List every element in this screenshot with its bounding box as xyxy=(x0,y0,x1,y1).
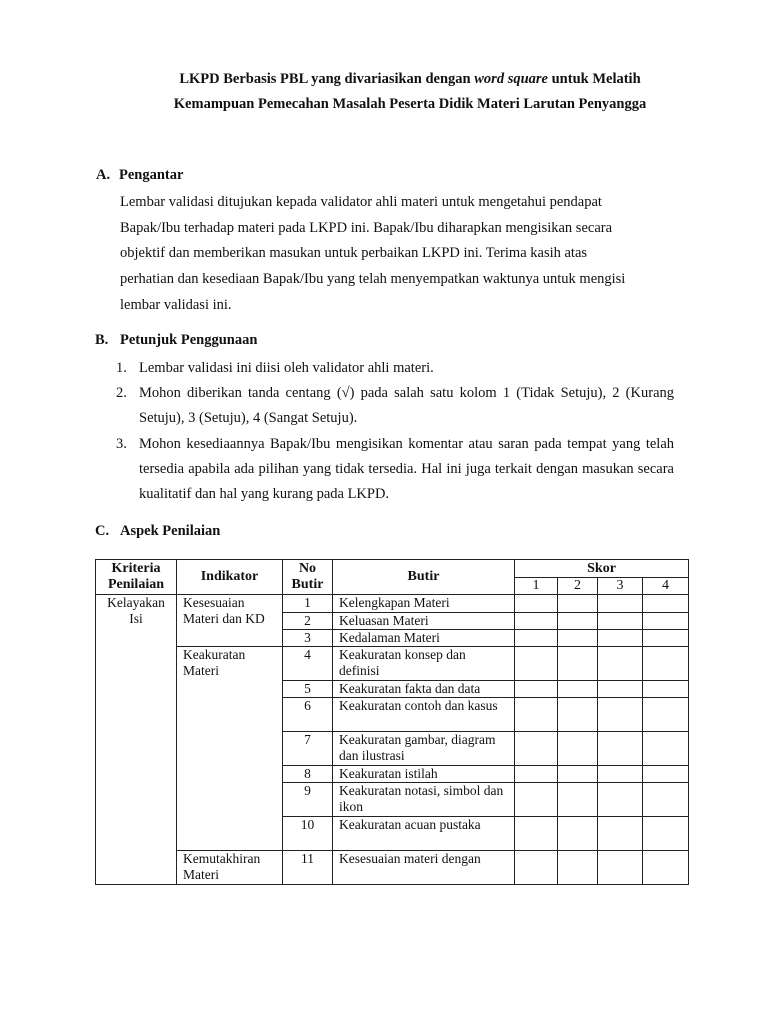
score-cell[interactable] xyxy=(558,851,598,885)
cell-indikator: Kemutakhiran Materi xyxy=(177,851,283,885)
title-text-italic: word square xyxy=(474,71,548,87)
score-cell[interactable] xyxy=(643,698,689,732)
score-cell[interactable] xyxy=(515,595,558,613)
cell-no: 1 xyxy=(283,595,333,613)
paragraph-line: Lembar validasi ditujukan kepada validator ahli materi untuk mengetahui pendapat xyxy=(120,194,602,210)
paragraph-line: lembar validasi ini. xyxy=(120,296,232,313)
cell-butir: Keakuratan contoh dan kasus xyxy=(333,698,515,732)
score-cell[interactable] xyxy=(558,613,598,630)
score-cell[interactable] xyxy=(643,613,689,630)
header-skor-2: 2 xyxy=(558,578,598,595)
document-title-line-2: Kemampuan Pemecahan Masalah Peserta Didik Materi Larutan Penyangga xyxy=(173,96,647,112)
score-cell[interactable] xyxy=(598,630,643,647)
cell-no: 8 xyxy=(283,766,333,783)
table-row xyxy=(96,595,689,613)
instruction-list xyxy=(116,356,674,507)
score-cell[interactable] xyxy=(515,613,558,630)
cell-no: 11 xyxy=(283,851,333,885)
document-title-line-1 xyxy=(95,72,725,87)
instruction-text: Lembar validasi ini diisi oleh validator ahli materi. xyxy=(139,360,434,376)
paragraph-line: objektif dan memberikan masukan untuk perbaikan LKPD ini. Terima kasih atas xyxy=(120,245,588,262)
title-text-pre: LKPD Berbasis PBL yang divariasikan dengan xyxy=(179,71,475,87)
paragraph-line: perhatian dan kesediaan Bapak/Ibu yang telah menyempatkan waktunya untuk mengisi xyxy=(120,271,626,288)
cell-no: 10 xyxy=(283,817,333,851)
score-cell[interactable] xyxy=(558,766,598,783)
section-a-paragraph xyxy=(120,190,674,319)
score-cell[interactable] xyxy=(515,766,558,783)
score-cell[interactable] xyxy=(643,851,689,885)
score-cell[interactable] xyxy=(598,698,643,732)
cell-butir: Keakuratan fakta dan data xyxy=(333,681,515,698)
score-cell[interactable] xyxy=(515,817,558,851)
instruction-number: 3. xyxy=(116,435,127,452)
score-cell[interactable] xyxy=(598,817,643,851)
header-butir: Butir xyxy=(333,560,515,595)
cell-no: 4 xyxy=(283,647,333,681)
cell-butir: Kelengkapan Materi xyxy=(333,595,515,613)
score-cell[interactable] xyxy=(643,783,689,817)
header-kriteria: Kriteria Penilaian xyxy=(96,560,177,595)
header-skor: Skor xyxy=(515,560,689,578)
cell-kriteria: Kelayakan Isi xyxy=(96,595,177,885)
instruction-text: Mohon diberikan tanda centang (√) pada salah satu kolom 1 (Tidak Setuju), 2 (Kurang Setuju), 3 (Setuju), 4 (Sangat Setuju). xyxy=(139,385,674,427)
section-a-heading: Pengantar xyxy=(119,167,184,183)
cell-butir: Keakuratan konsep dan definisi xyxy=(333,647,515,681)
score-cell[interactable] xyxy=(515,732,558,766)
instruction-item xyxy=(116,356,674,381)
cell-butir: Keluasan Materi xyxy=(333,613,515,630)
assessment-table xyxy=(95,559,689,885)
score-cell[interactable] xyxy=(643,630,689,647)
instruction-text: Mohon kesediaannya Bapak/Ibu mengisikan komentar atau saran pada tempat yang telah tersedia apabila ada pilihan yang tidak tersedia. Hal ini juga terkait dengan masukan secara kualitatif dan hal yang kurang pada LKPD. xyxy=(139,435,674,503)
cell-butir: Keakuratan acuan pustaka xyxy=(333,817,515,851)
score-cell[interactable] xyxy=(558,595,598,613)
paragraph-line: Bapak/Ibu terhadap materi pada LKPD ini. Bapak/Ibu diharapkan mengisikan secara xyxy=(120,219,613,236)
cell-no: 2 xyxy=(283,613,333,630)
score-cell[interactable] xyxy=(515,647,558,681)
header-no-butir: No Butir xyxy=(283,560,333,595)
section-c-heading: Aspek Penilaian xyxy=(120,523,221,539)
cell-no: 9 xyxy=(283,783,333,817)
score-cell[interactable] xyxy=(643,647,689,681)
cell-butir: Kedalaman Materi xyxy=(333,630,515,647)
score-cell[interactable] xyxy=(515,698,558,732)
cell-indikator: Keakuratan Materi xyxy=(177,647,283,851)
instruction-number: 2. xyxy=(116,385,127,402)
cell-no: 3 xyxy=(283,630,333,647)
section-b-heading: Petunjuk Penggunaan xyxy=(120,332,258,348)
cell-indikator: Kesesuaian Materi dan KD xyxy=(177,595,283,647)
score-cell[interactable] xyxy=(515,630,558,647)
cell-butir: Kesesuaian materi dengan xyxy=(333,851,515,885)
score-cell[interactable] xyxy=(598,766,643,783)
score-cell[interactable] xyxy=(598,681,643,698)
score-cell[interactable] xyxy=(598,851,643,885)
score-cell[interactable] xyxy=(643,766,689,783)
score-cell[interactable] xyxy=(558,698,598,732)
score-cell[interactable] xyxy=(558,681,598,698)
cell-butir: Keakuratan notasi, simbol dan ikon xyxy=(333,783,515,817)
section-a-letter: A. xyxy=(96,167,111,183)
score-cell[interactable] xyxy=(515,681,558,698)
score-cell[interactable] xyxy=(515,851,558,885)
section-c-letter: C. xyxy=(95,523,110,539)
cell-no: 5 xyxy=(283,681,333,698)
cell-butir: Keakuratan istilah xyxy=(333,766,515,783)
score-cell[interactable] xyxy=(598,783,643,817)
instruction-number: 1. xyxy=(116,360,127,376)
header-skor-4: 4 xyxy=(643,578,689,595)
cell-no: 6 xyxy=(283,698,333,732)
score-cell[interactable] xyxy=(598,595,643,613)
table-row xyxy=(96,647,689,681)
score-cell[interactable] xyxy=(558,647,598,681)
cell-butir: Keakuratan gambar, diagram dan ilustrasi xyxy=(333,732,515,766)
score-cell[interactable] xyxy=(515,783,558,817)
score-cell[interactable] xyxy=(558,630,598,647)
score-cell[interactable] xyxy=(643,732,689,766)
score-cell[interactable] xyxy=(598,732,643,766)
score-cell[interactable] xyxy=(643,817,689,851)
instruction-item xyxy=(116,381,674,431)
score-cell[interactable] xyxy=(558,817,598,851)
score-cell[interactable] xyxy=(643,681,689,698)
section-b-letter: B. xyxy=(95,332,109,348)
cell-no: 7 xyxy=(283,732,333,766)
title-text-post: untuk Melatih xyxy=(547,71,641,87)
score-cell[interactable] xyxy=(558,783,598,817)
table-row xyxy=(96,851,689,885)
header-skor-3: 3 xyxy=(598,578,643,595)
instruction-item xyxy=(116,432,674,508)
header-skor-1: 1 xyxy=(515,578,558,595)
score-cell[interactable] xyxy=(598,647,643,681)
score-cell[interactable] xyxy=(598,613,643,630)
score-cell[interactable] xyxy=(643,595,689,613)
score-cell[interactable] xyxy=(558,732,598,766)
header-indikator: Indikator xyxy=(177,560,283,595)
